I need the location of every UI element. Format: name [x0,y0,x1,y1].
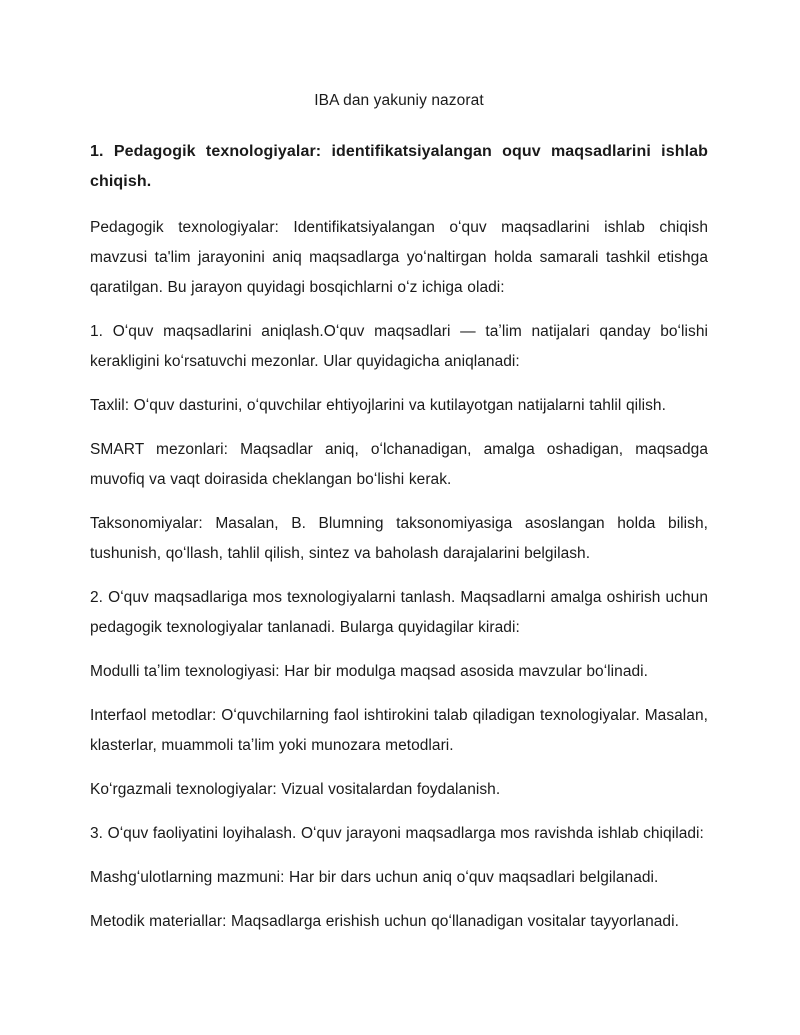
paragraph: Metodik materiallar: Maqsadlarga erishish uchun qoʻllanadigan vositalar tayyorlanadi. [90,913,679,930]
paragraph: Koʻrgazmali texnologiyalar: Vizual vositalardan foydalanish. [90,781,501,798]
paragraph: Taksonomiyalar: Masalan, B. Blumning taksonomiyasiga asoslangan holda bilish, tushunish, qoʻllash, tahlil qilish, sintez va baholash darajalarini belgilash. [90,515,708,562]
document-title: IBA dan yakuniy nazorat [314,92,484,109]
paragraph: Pedagogik texnologiyalar: Identifikatsiyalangan oʻquv maqsadlarini ishlab chiqish mavzusi ta'lim jarayonini aniq maqsadlarga yoʻnaltirgan holda samarali tashkil etishga qaratilgan. Bu jarayon quyidagi bosqichlarni oʻz ichiga oladi: [90,219,708,296]
paragraph: Modulli taʼlim texnologiyasi: Har bir modulga maqsad asosida mavzular boʻlinadi. [90,663,649,680]
document-body [90,86,708,937]
paragraph: Mashgʻulotlarning mazmuni: Har bir dars uchun aniq oʻquv maqsadlari belgilanadi. [90,869,659,886]
paragraph: Taxlil: Oʻquv dasturini, oʻquvchilar ehtiyojlarini va kutilayotgan natijalarni tahlil qilish. [90,397,666,414]
paragraph-list [90,213,708,937]
paragraph: SMART mezonlari: Maqsadlar aniq, oʻlchanadigan, amalga oshadigan, maqsadga muvofiq va vaqt doirasida cheklangan boʻlishi kerak. [90,441,708,488]
paragraph: Interfaol metodlar: Oʻquvchilarning faol ishtirokini talab qiladigan texnologiyalar. Masalan, klasterlar, muammoli taʼlim yoki munozara metodlari. [90,707,708,754]
paragraph: 2. Oʻquv maqsadlariga mos texnologiyalarni tanlash. Maqsadlarni amalga oshirish uchun pedagogik texnologiyalar tanlanadi. Bularga quyidagilar kiradi: [90,589,708,636]
paragraph: 1. Oʻquv maqsadlarini aniqlash.Oʻquv maqsadlari — taʼlim natijalari qanday boʻlishi kerakligini koʻrsatuvchi mezonlar. Ular quyidagicha aniqlanadi: [90,323,708,370]
section-heading-1: 1. Pedagogik texnologiyalar: identifikatsiyalangan oquv maqsadlarini ishlab chiqish. [90,143,708,190]
paragraph: 3. Oʻquv faoliyatini loyihalash. Oʻquv jarayoni maqsadlarga mos ravishda ishlab chiqiladi: [90,825,704,842]
